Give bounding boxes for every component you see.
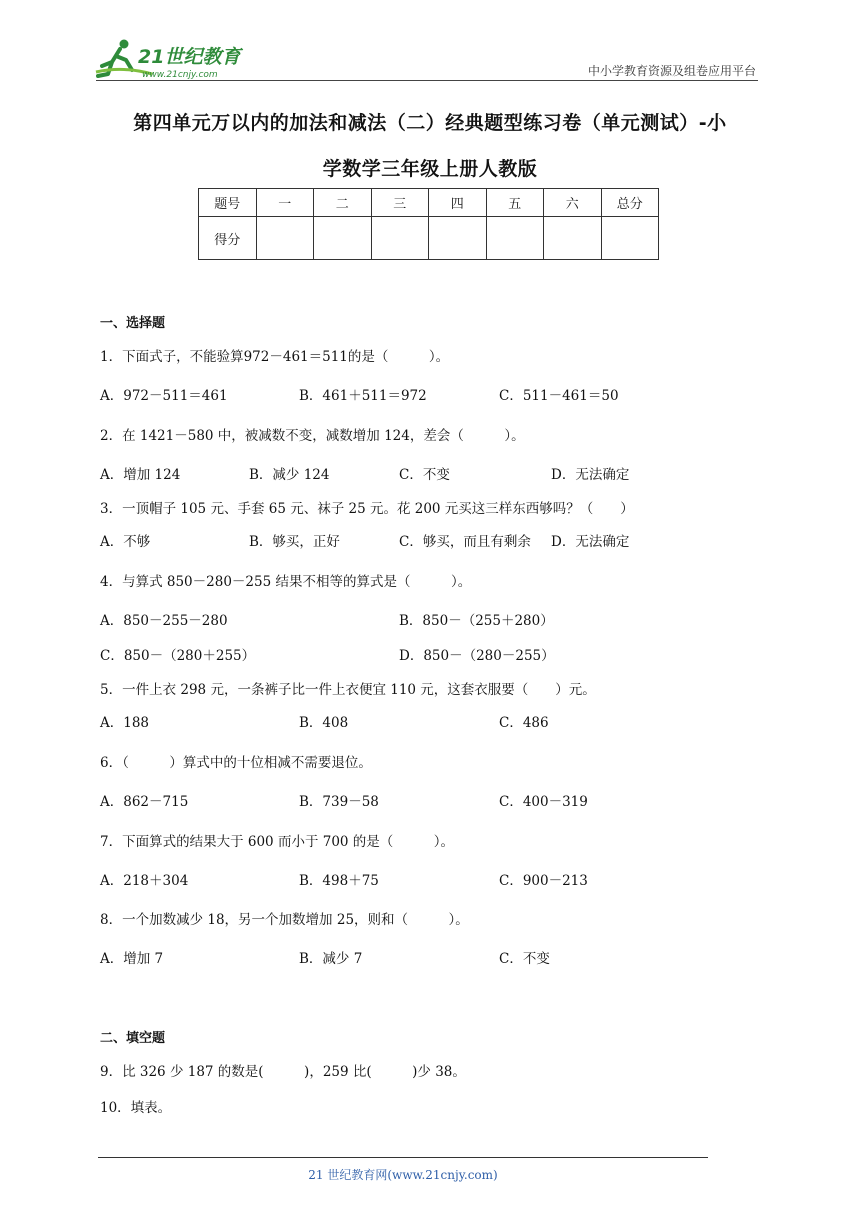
score-cell[interactable]: [314, 217, 372, 260]
score-cell[interactable]: [486, 217, 544, 260]
score-table: [198, 188, 659, 260]
q3-option-b[interactable]: B．够买，正好: [249, 534, 340, 550]
q6-option-b[interactable]: B．739－58: [299, 794, 379, 810]
question-3: 3．一顶帽子 105 元、手套 65 元、袜子 25 元。花 200 元买这三样东西够吗？（ ）: [100, 501, 634, 517]
page-title-line1: 第四单元万以内的加法和减法（二）经典题型练习卷（单元测试）-小: [133, 112, 727, 134]
score-cell[interactable]: [256, 217, 314, 260]
q8-option-b[interactable]: B．减少 7: [299, 951, 363, 967]
q4-option-c[interactable]: C．850－（280＋255）: [100, 648, 256, 664]
q4-option-a[interactable]: A．850－255－280: [100, 613, 228, 629]
q2-option-b[interactable]: B．减少 124: [249, 467, 330, 483]
q4-option-d[interactable]: D．850－（280－255）: [399, 648, 555, 664]
logo-url: www.21cnjy.com: [142, 70, 218, 80]
q2-option-a[interactable]: A．增加 124: [100, 467, 181, 483]
q8-option-c[interactable]: C．不变: [499, 951, 550, 967]
table-header-cell: 三: [371, 189, 429, 217]
question-1: 1．下面式子，不能验算972－461＝511的是（ ）。: [100, 349, 450, 365]
q6-option-a[interactable]: A．862－715: [100, 794, 189, 810]
question-7: 7．下面算式的结果大于 600 而小于 700 的是（ ）。: [100, 834, 455, 850]
question-10: 10．填表。: [100, 1100, 172, 1116]
q2-option-d[interactable]: D．无法确定: [551, 467, 630, 483]
score-label: 得分: [199, 217, 257, 260]
table-header-cell: 四: [429, 189, 487, 217]
table-header-cell: 五: [486, 189, 544, 217]
footer-divider: [98, 1157, 708, 1158]
table-header-cell: 总分: [601, 189, 659, 217]
table-header-cell: 一: [256, 189, 314, 217]
table-header-cell: 题号: [199, 189, 257, 217]
question-5: 5．一件上衣 298 元，一条裤子比一件上衣便宜 110 元，这套衣服要（ ）元。: [100, 682, 596, 698]
q2-option-c[interactable]: C．不变: [399, 467, 450, 483]
score-table-header-row: [199, 189, 659, 217]
page-title-line2: 学数学三年级上册人教版: [322, 158, 538, 180]
score-cell[interactable]: [601, 217, 659, 260]
question-4: 4．与算式 850－280－255 结果不相等的算式是（ ）。: [100, 574, 472, 590]
score-cell[interactable]: [544, 217, 602, 260]
q3-option-d[interactable]: D．无法确定: [551, 534, 630, 550]
section-heading-fill: 二、填空题: [100, 1031, 166, 1046]
q7-option-b[interactable]: B．498＋75: [299, 873, 379, 889]
question-8: 8．一个加数减少 18，另一个加数增加 25，则和（ ）。: [100, 912, 469, 928]
score-cell[interactable]: [429, 217, 487, 260]
q1-option-a[interactable]: A．972－511＝461: [100, 388, 228, 404]
question-6: 6．（ ）算式中的十位相减不需要退位。: [100, 755, 372, 771]
score-table-score-row: [199, 217, 659, 260]
q5-option-c[interactable]: C．486: [499, 715, 549, 731]
score-cell[interactable]: [371, 217, 429, 260]
q7-option-a[interactable]: A．218＋304: [100, 873, 189, 889]
header-tagline: 中小学教育资源及组卷应用平台: [587, 64, 756, 78]
q1-option-c[interactable]: C．511－461＝50: [499, 388, 619, 404]
logo-text: 21世纪教育: [138, 46, 241, 68]
table-header-cell: 六: [544, 189, 602, 217]
table-header-cell: 二: [314, 189, 372, 217]
q6-option-c[interactable]: C．400－319: [499, 794, 588, 810]
q5-option-b[interactable]: B．408: [299, 715, 349, 731]
header-divider: [96, 80, 758, 81]
q4-option-b[interactable]: B．850－（255＋280）: [399, 613, 554, 629]
q8-option-a[interactable]: A．增加 7: [100, 951, 164, 967]
footer-link[interactable]: 21 世纪教育网(www.21cnjy.com): [308, 1168, 498, 1182]
q1-option-b[interactable]: B．461＋511＝972: [299, 388, 427, 404]
section-heading-choice: 一、选择题: [100, 316, 166, 331]
question-2: 2．在 1421－580 中，被减数不变，减数增加 124，差会（ ）。: [100, 428, 525, 444]
q7-option-c[interactable]: C．900－213: [499, 873, 588, 889]
site-logo: [94, 36, 264, 82]
q5-option-a[interactable]: A．188: [100, 715, 150, 731]
q3-option-a[interactable]: A．不够: [100, 534, 151, 550]
question-9: 9．比 326 少 187 的数是( )，259 比( )少 38。: [100, 1064, 466, 1080]
q3-option-c[interactable]: C．够买，而且有剩余: [399, 534, 531, 550]
